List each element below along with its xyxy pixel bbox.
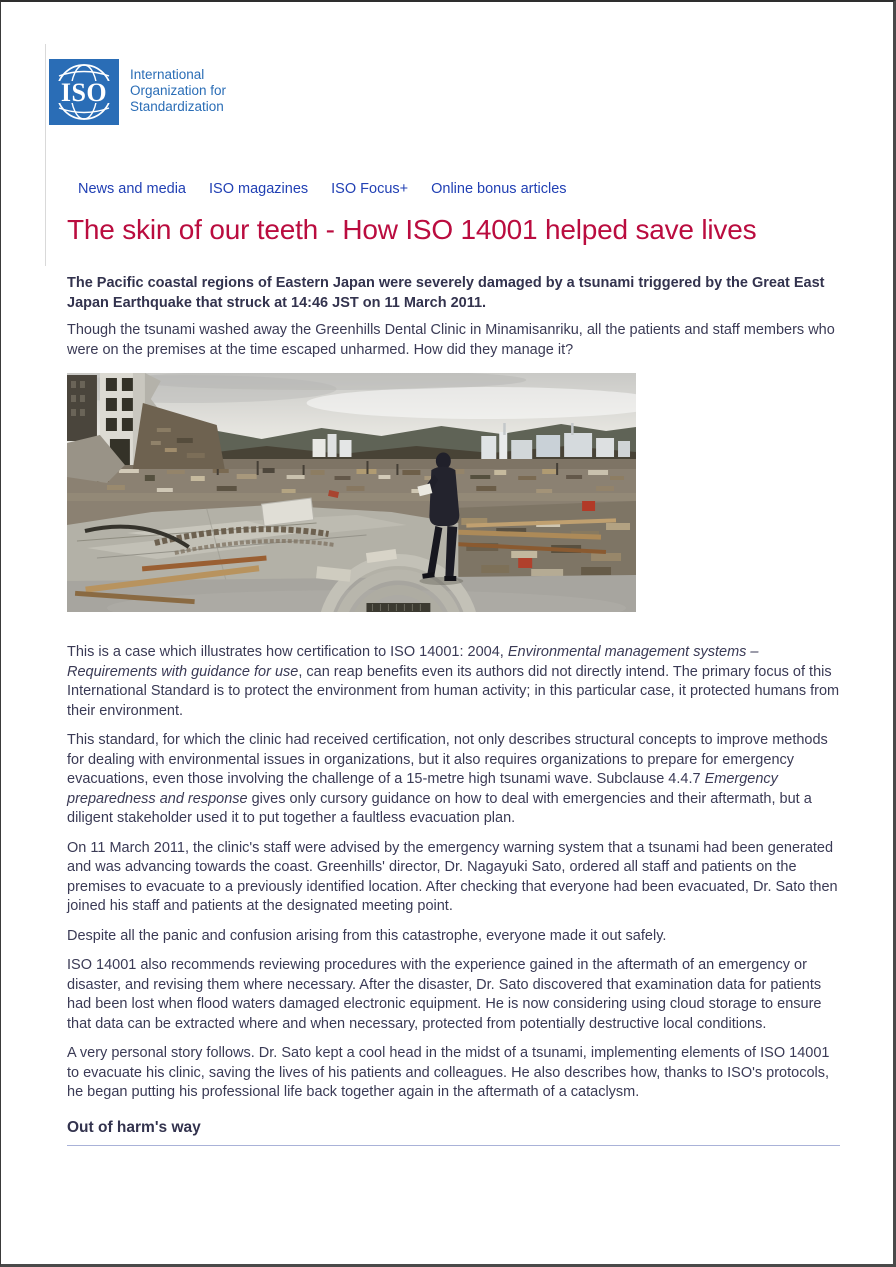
left-divider-line xyxy=(45,44,46,266)
nav-online-bonus-articles[interactable]: Online bonus articles xyxy=(431,181,567,197)
org-line-3: Standardization xyxy=(130,99,224,114)
section-heading: Out of harm's way xyxy=(67,1119,840,1146)
article-paragraph: This is a case which illustrates how certification to ISO 14001: 2004, Environmental management systems – Requirements with guidance for use, can reap benefits even its authors did not directly intend. The primary focus of this International Standard is to protect the environment from human activity; in this particular case, it protected humans from their environment. xyxy=(67,644,840,719)
org-line-2: Organization for xyxy=(130,83,227,98)
iso-logo[interactable] xyxy=(49,59,226,125)
nav-iso-focus-plus[interactable]: ISO Focus+ xyxy=(331,181,409,197)
page-title: The skin of our teeth - How ISO 14001 helped save lives xyxy=(67,214,757,245)
article-paragraph: ISO 14001 also recommends reviewing procedures with the experience gained in the aftermath of an emergency or disaster, and revising them where necessary. After the disaster, Dr. Sato discovered that examination data for patients had been lost when flood waters damaged electronic equipment. He is now considering using cloud storage to ensure that data can be extracted where and when necessary, protected from potentially destructive local conditions. xyxy=(67,957,822,1032)
iso-logo-box xyxy=(49,59,119,125)
main-nav xyxy=(78,181,567,197)
article-paragraph: This standard, for which the clinic had received certification, not only describes structural concepts to improve methods for dealing with environmental issues in organizations, but it also requires organizations to prepare for emergency evacuations, even those involving the challenge of a 15-metre high tsunami wave. Subclause 4.4.7 Emergency preparedness and response gives only cursory guidance on how to deal with emergencies and their aftermath, but a diligent stakeholder used it to put together a faultless evacuation plan. xyxy=(67,732,828,826)
article-paragraph: A very personal story follows. Dr. Sato kept a cool head in the midst of a tsunami, implementing elements of ISO 14001 to evacuate his clinic, saving the lives of his patients and colleagues. He also describes how, thanks to ISO's protocols, he began putting his professional life back together again in the aftermath of a cataclysm. xyxy=(67,1045,830,1100)
iso-org-name xyxy=(130,59,226,115)
nav-iso-magazines[interactable]: ISO magazines xyxy=(209,181,309,197)
globe-icon xyxy=(53,62,115,122)
article-body xyxy=(67,643,845,1113)
article-paragraph: On 11 March 2011, the clinic's staff were advised by the emergency warning system that a tsunami had been generated and was advancing towards the coast. Greenhills' director, Dr. Nagayuki Sato, ordered all staff and patients on the premises to evacuate to a previously identified location. After checking that everyone had been evacuated, Dr. Sato then joined his staff and patients at the designated meeting point. xyxy=(67,839,838,914)
iso-logo-text: ISO xyxy=(60,78,108,107)
article-intro: Though the tsunami washed away the Greenhills Dental Clinic in Minamisanriku, all the patients and staff members who were on the premises at the time escaped unharmed. How did they manage it? xyxy=(67,322,835,358)
article-lead: The Pacific coastal regions of Eastern Japan were severely damaged by a tsunami triggered by the Great East Japan Earthquake that struck at 14:46 JST on 11 March 2011. xyxy=(67,275,825,311)
article-paragraph: Despite all the panic and confusion arising from this catastrophe, everyone made it out safely. xyxy=(67,927,667,944)
tsunami-devastation-illustration xyxy=(67,373,636,612)
article-photo xyxy=(67,373,636,612)
org-line-1: International xyxy=(130,67,205,82)
nav-news-and-media[interactable]: News and media xyxy=(78,181,186,197)
